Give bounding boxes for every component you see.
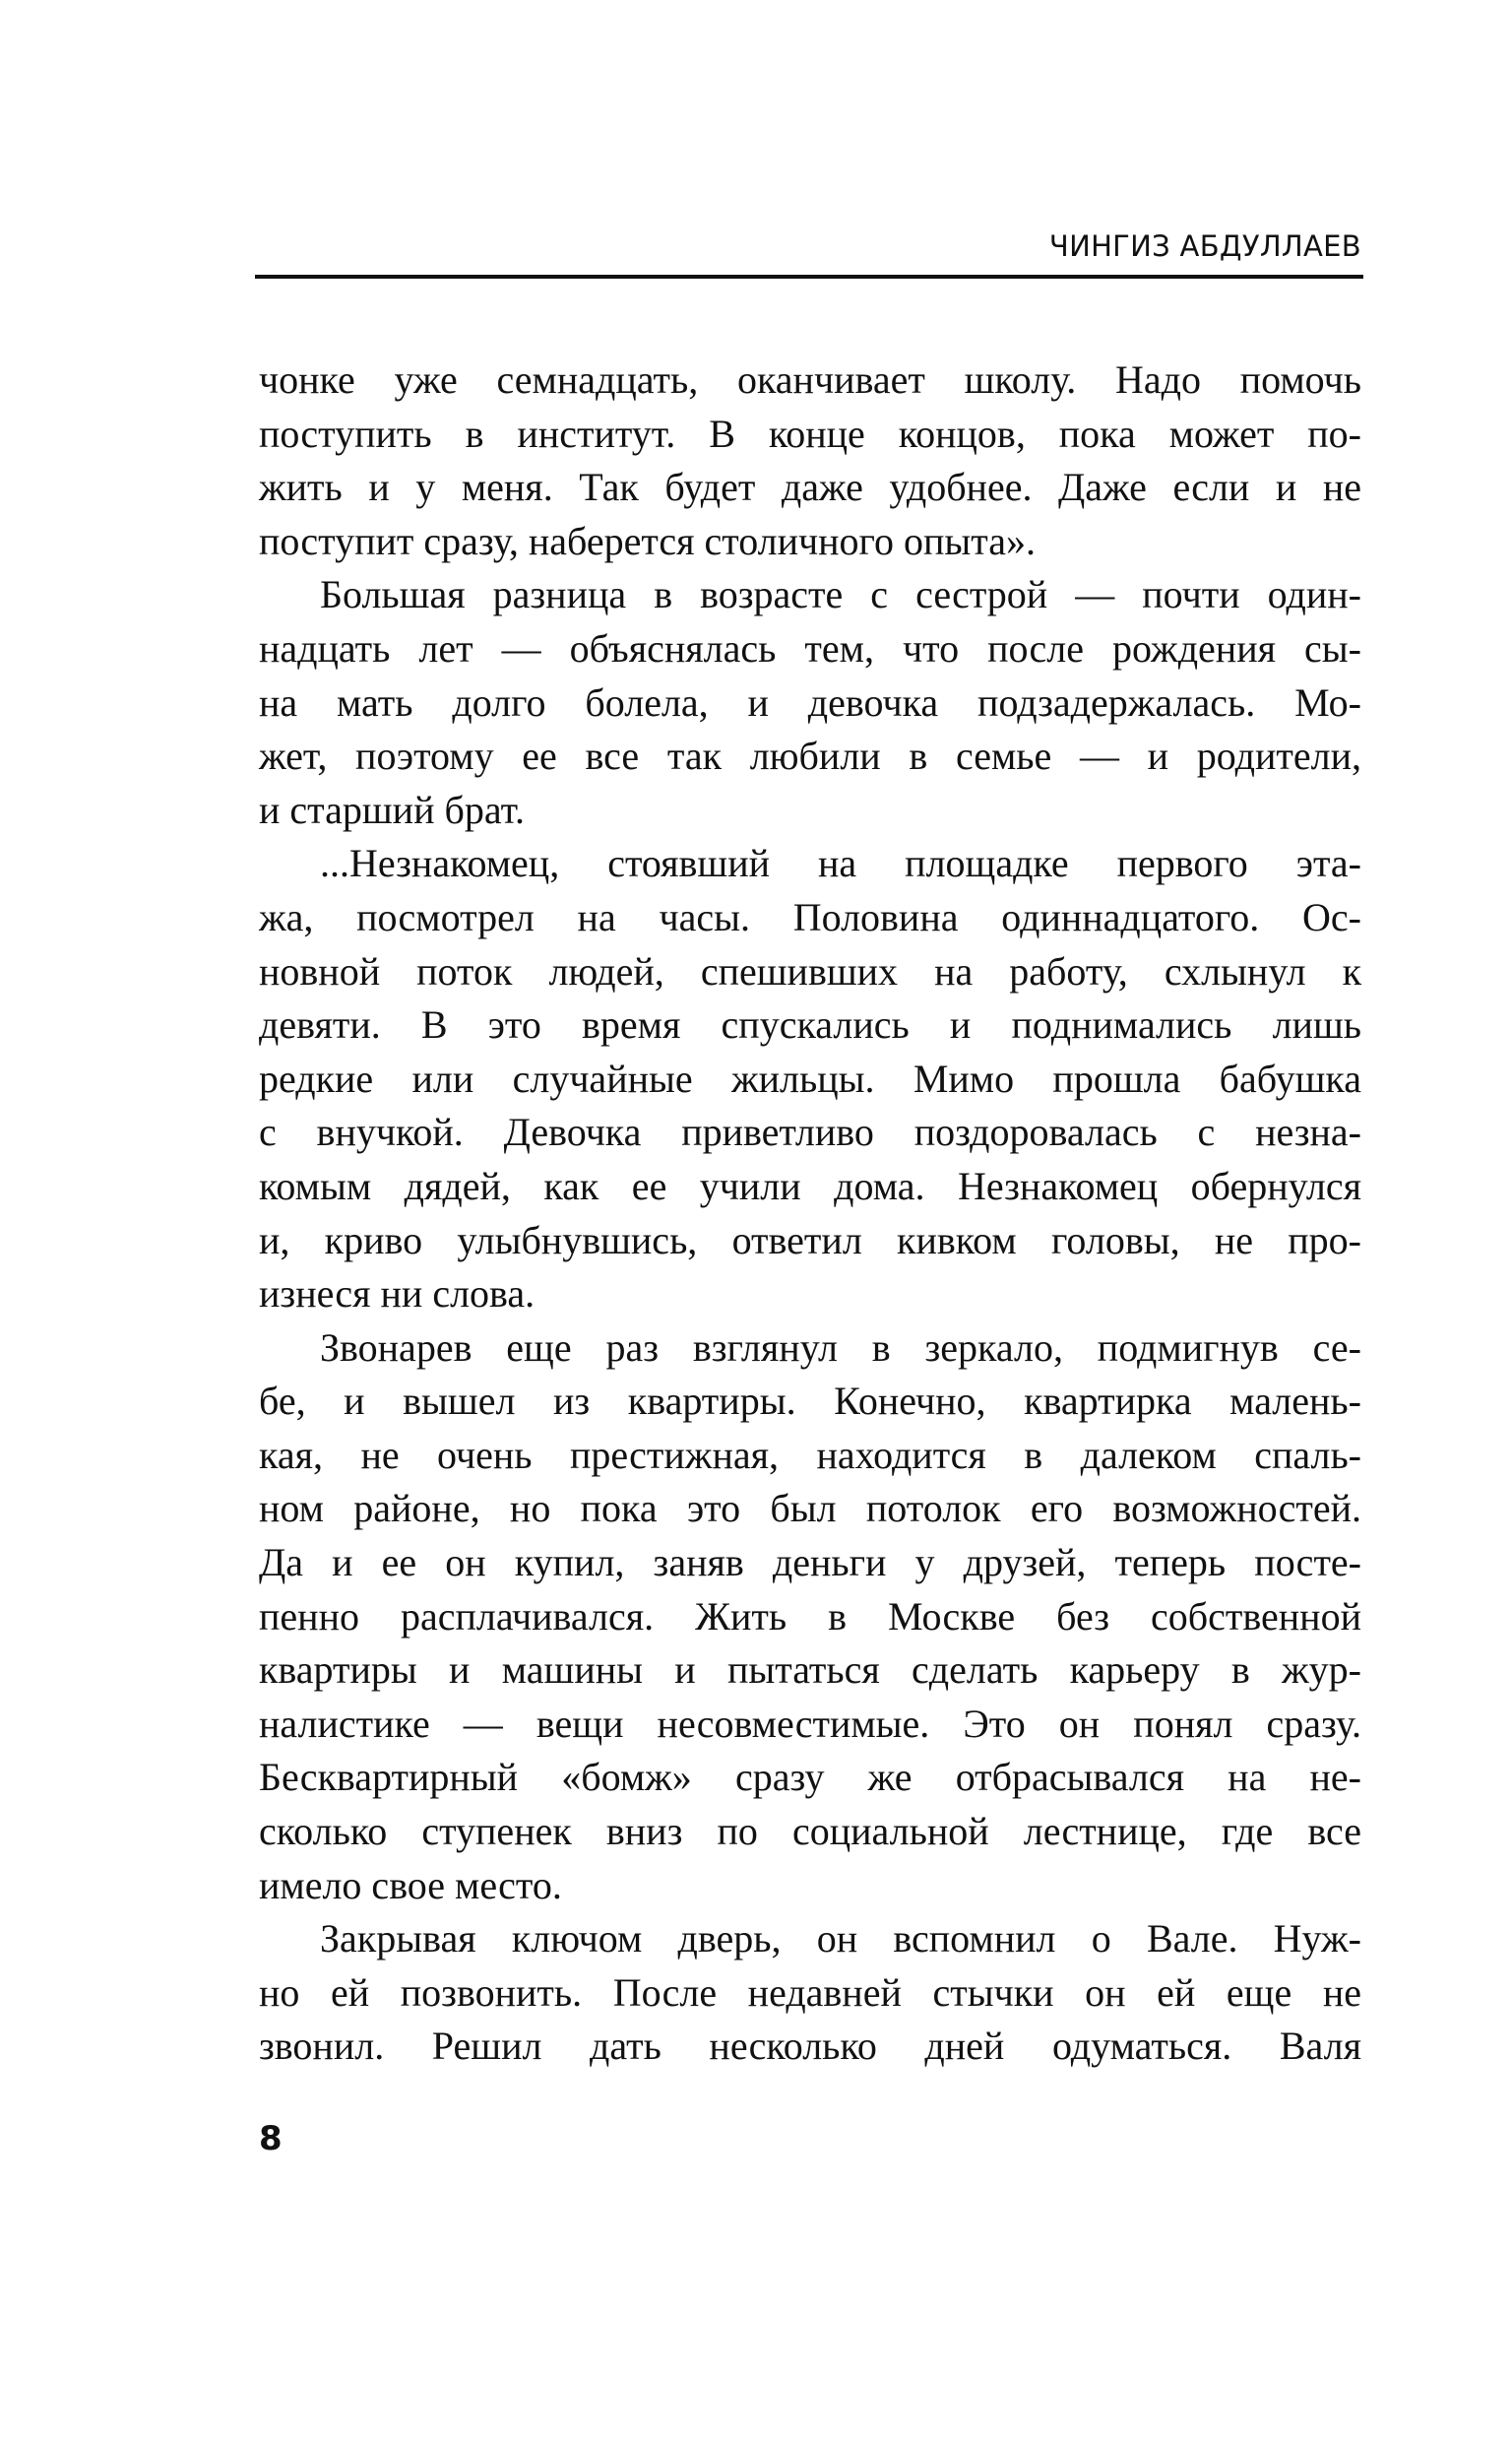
- text-line: ...Незнакомец, стоявший на площадке первого эта-: [320, 841, 1361, 886]
- text-line: девяти. В это время спускались и поднимались лишь: [259, 1002, 1361, 1048]
- text-line: поступить в институт. В конце концов, пока может по-: [259, 411, 1361, 456]
- text-line: звонил. Решил дать несколько дней одуматься. Валя: [259, 2024, 1361, 2069]
- text-line: Закрывая ключом дверь, он вспомнил о Вале. Нуж-: [320, 1916, 1361, 1961]
- text-line: надцать лет — объяснялась тем, что после рождения сы-: [259, 625, 1361, 671]
- text-line: бе, и вышел из квартиры. Конечно, квартирка малень-: [259, 1379, 1361, 1424]
- text-line: жа, посмотрел на часы. Половина одиннадцатого. Ос-: [259, 894, 1361, 939]
- text-line: Да и ее он купил, заняв деньги у друзей, теперь посте-: [259, 1540, 1361, 1585]
- text-line: Звонарев еще раз взглянул в зеркало, подмигнув се-: [320, 1324, 1361, 1370]
- text-line: квартиры и машины и пытаться сделать карьеру в жур-: [259, 1647, 1361, 1693]
- running-head-author: ЧИНГИЗ АБДУЛЛАЕВ: [1048, 229, 1361, 263]
- text-line: изнеся ни слова.: [259, 1271, 536, 1317]
- text-line: жет, поэтому ее все так любили в семье — и родители,: [259, 734, 1361, 779]
- text-line: жить и у меня. Так будет даже удобнее. Даже если и не: [259, 465, 1361, 510]
- text-line: и, криво улыбнувшись, ответил кивком головы, не про-: [259, 1217, 1361, 1262]
- page-number: 8: [259, 2119, 283, 2158]
- text-line: Бесквартирный «бомж» сразу же отбрасывался на не-: [259, 1755, 1361, 1800]
- text-line: ном районе, но пока это был потолок его возможностей.: [259, 1486, 1361, 1531]
- text-line: с внучкой. Девочка приветливо поздоровалась с незна-: [259, 1110, 1361, 1155]
- text-line: поступит сразу, наберется столичного опыта».: [259, 518, 1036, 563]
- header-rule: [255, 275, 1363, 279]
- text-line: Большая разница в возрасте с сестрой — почти один-: [320, 572, 1361, 617]
- text-line: налистике — вещи несовместимые. Это он понял сразу.: [259, 1701, 1361, 1746]
- text-line: редкие или случайные жильцы. Мимо прошла бабушка: [259, 1056, 1361, 1101]
- text-line: комым дядей, как ее учили дома. Незнакомец обернулся: [259, 1163, 1361, 1208]
- body-text: [259, 354, 1361, 2074]
- text-line: кая, не очень престижная, находится в далеком спаль-: [259, 1432, 1361, 1477]
- text-line: новной поток людей, спешивших на работу, схлынул к: [259, 948, 1361, 994]
- text-line: и старший брат.: [259, 787, 526, 832]
- text-line: чонке уже семнадцать, оканчивает школу. Надо помочь: [259, 357, 1361, 402]
- text-line: сколько ступенек вниз по социальной лестнице, где все: [259, 1809, 1361, 1854]
- text-line: пенно расплачивался. Жить в Москве без собственной: [259, 1593, 1361, 1639]
- text-line: но ей позвонить. После недавней стычки он ей еще не: [259, 1969, 1361, 2015]
- text-line: на мать долго болела, и девочка подзадержалась. Мо-: [259, 679, 1361, 725]
- text-line: имело свое место.: [259, 1862, 562, 1907]
